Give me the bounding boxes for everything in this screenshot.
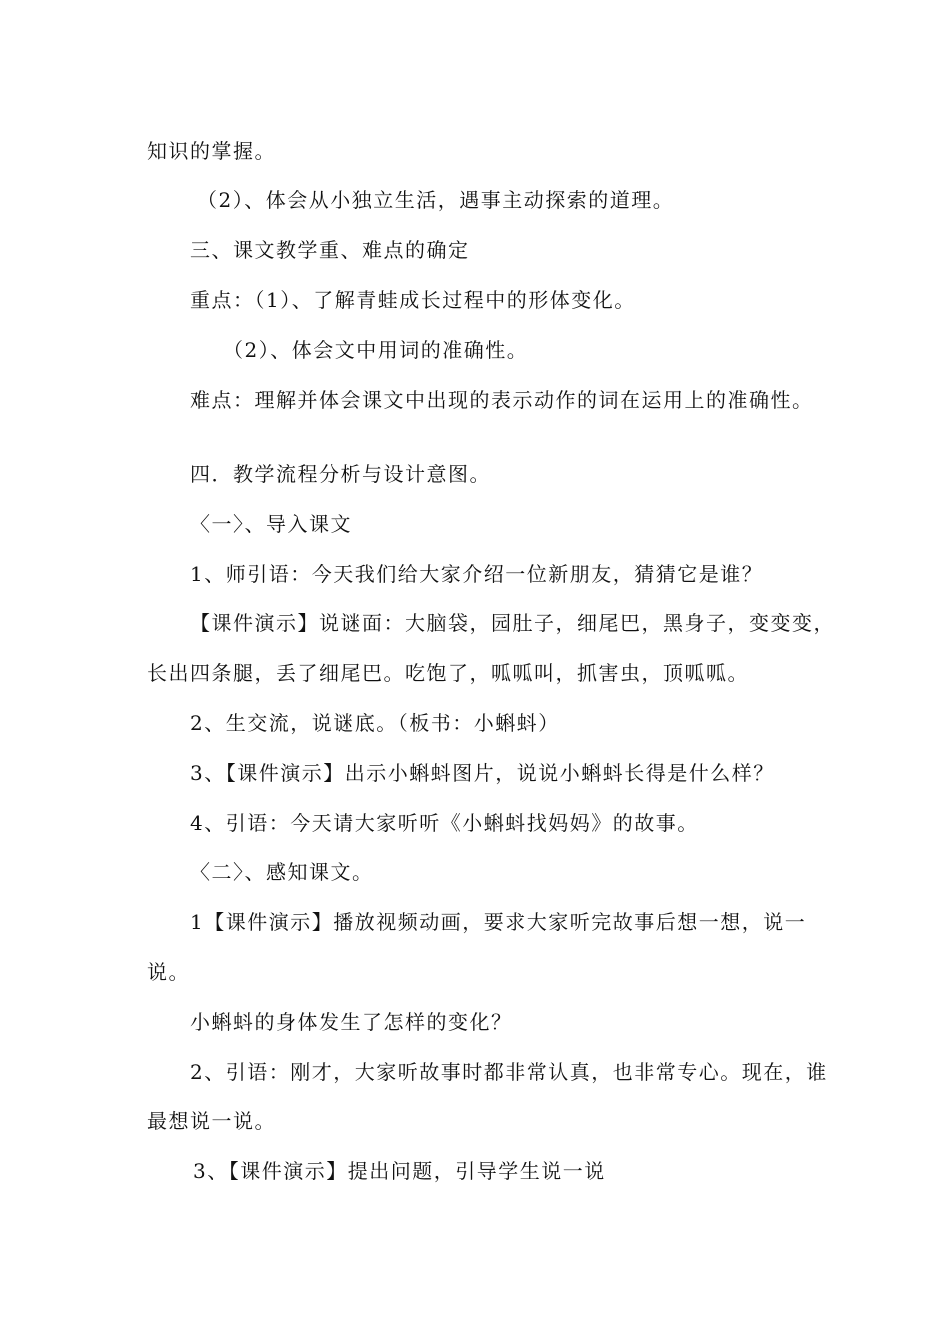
text-line: 难点：理解并体会课文中出现的表示动作的词在运用上的准确性。 (190, 388, 814, 412)
text-line: （2）、体会文中用词的准确性。 (223, 338, 529, 362)
subsection-heading: 〈一〉、导入课文 (190, 512, 352, 536)
text-line: 【课件演示】说谜面：大脑袋，园肚子，细尾巴，黑身子，变变变， (190, 611, 835, 635)
text-line: 1【课件演示】播放视频动画，要求大家听完故事后想一想，说一 (190, 910, 807, 934)
text-line: 1、师引语：今天我们给大家介绍一位新朋友，猜猜它是谁？ (190, 562, 764, 586)
text-line: 重点：（1）、了解青蛙成长过程中的形体变化。 (190, 288, 636, 312)
text-line: 小蝌蚪的身体发生了怎样的变化？ (190, 1010, 513, 1034)
text-line: 3、【课件演示】提出问题，引导学生说一说 (193, 1159, 606, 1183)
text-line: 2、引语：刚才，大家听故事时都非常认真，也非常专心。现在，谁 (190, 1060, 828, 1084)
text-line: 2、生交流，说谜底。（板书：小蝌蚪） (190, 711, 560, 735)
text-line: 长出四条腿，丢了细尾巴。吃饱了，呱呱叫，抓害虫，顶呱呱。 (147, 661, 749, 685)
section-heading: 三、课文教学重、难点的确定 (190, 238, 470, 262)
section-heading: 四．教学流程分析与设计意图。 (190, 462, 491, 486)
text-line: 说。 (147, 960, 190, 984)
subsection-heading: 〈二〉、感知课文。 (190, 860, 374, 884)
text-line: 知识的掌握。 (147, 139, 276, 163)
text-line: 最想说一说。 (147, 1109, 276, 1133)
text-line: 3、【课件演示】出示小蝌蚪图片，说说小蝌蚪长得是什么样？ (190, 761, 775, 785)
text-line: （2）、体会从小独立生活，遇事主动探索的道理。 (197, 188, 675, 212)
text-line: 4、引语：今天请大家听听《小蝌蚪找妈妈》的故事。 (190, 811, 699, 835)
